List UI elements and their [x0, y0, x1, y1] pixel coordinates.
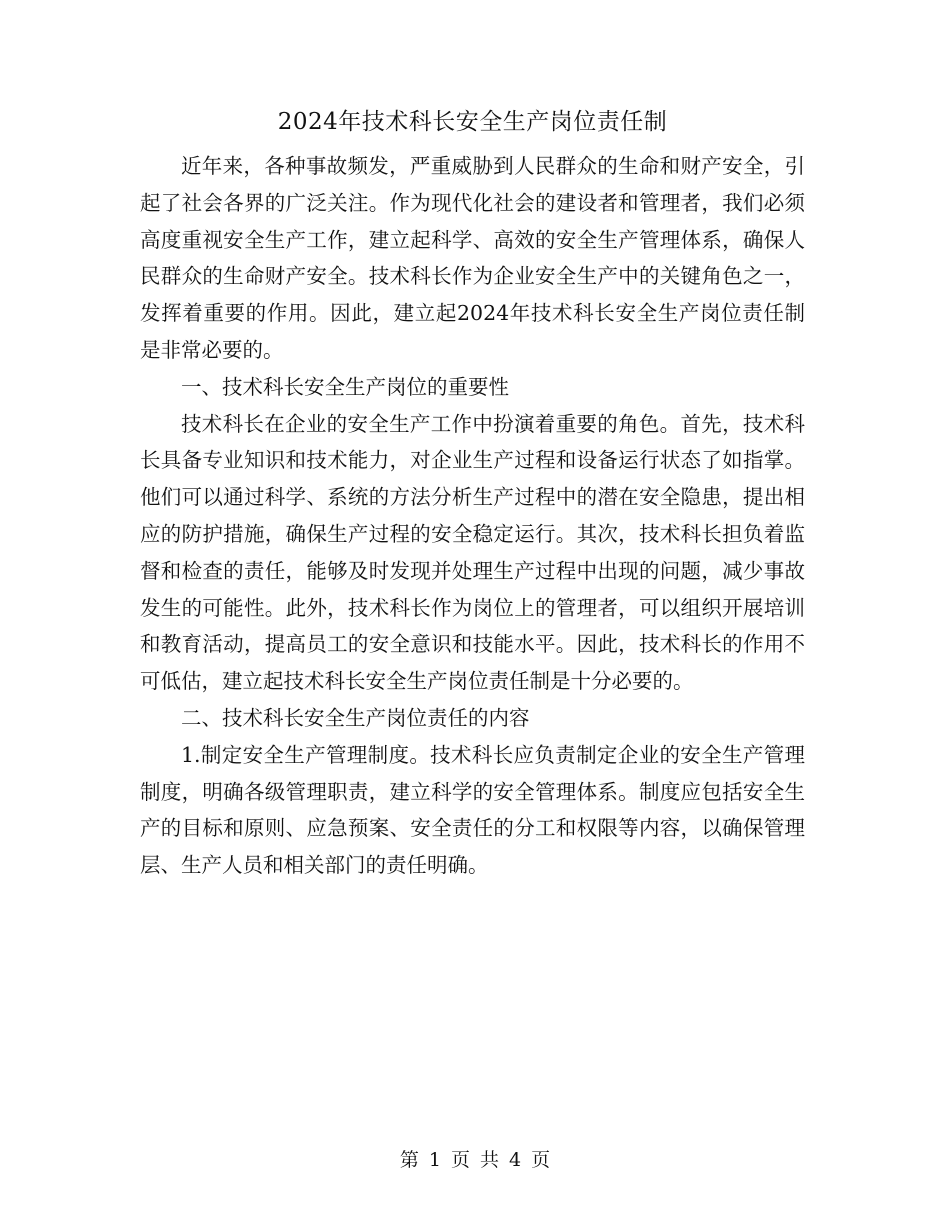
- section-heading-importance: 一、技术科长安全生产岗位的重要性: [181, 374, 509, 399]
- importance-paragraph: 技术科长在企业的安全生产工作中扮演着重要的角色。首先，技术科长具备专业知识和技术能力，对企业生产过程和设备运行状态了如指掌。他们可以通过科学、系统的方法分析生产过程中的潜在安全隐患，提出相应的防护措施，确保生产过程的安全稳定运行。其次，技术科长担负着监督和检查的责任，能够及时发现并处理生产过程中出现的问题，减少事故发生的可能性。此外，技术科长作为岗位上的管理者，可以组织开展培训和教育活动，提高员工的安全意识和技能水平。因此，技术科长的作用不可低估，建立起技术科长安全生产岗位责任制是十分必要的。: [140, 411, 805, 694]
- section-heading-content: 二、技术科长安全生产岗位责任的内容: [181, 705, 530, 730]
- document-title: 2024年技术科长安全生产岗位责任制: [277, 109, 668, 135]
- document-body: [140, 100, 805, 884]
- content-item-1: 1.制定安全生产管理制度。技术科长应负责制定企业的安全生产管理制度，明确各级管理职责，建立科学的安全管理体系。制度应包括安全生产的目标和原则、应急预案、安全责任的分工和权限等内容，以确保管理层、生产人员和相关部门的责任明确。: [140, 742, 805, 878]
- intro-paragraph: 近年来，各种事故频发，严重威胁到人民群众的生命和财产安全，引起了社会各界的广泛关注。作为现代化社会的建设者和管理者，我们必须高度重视安全生产工作，建立起科学、高效的安全生产管理体系，确保人民群众的生命财产安全。技术科长作为企业安全生产中的关键角色之一，发挥着重要的作用。因此，建立起2024年技术科长安全生产岗位责任制是非常必要的。: [140, 154, 805, 362]
- page-footer: 第 1 页 共 4 页: [399, 1149, 551, 1171]
